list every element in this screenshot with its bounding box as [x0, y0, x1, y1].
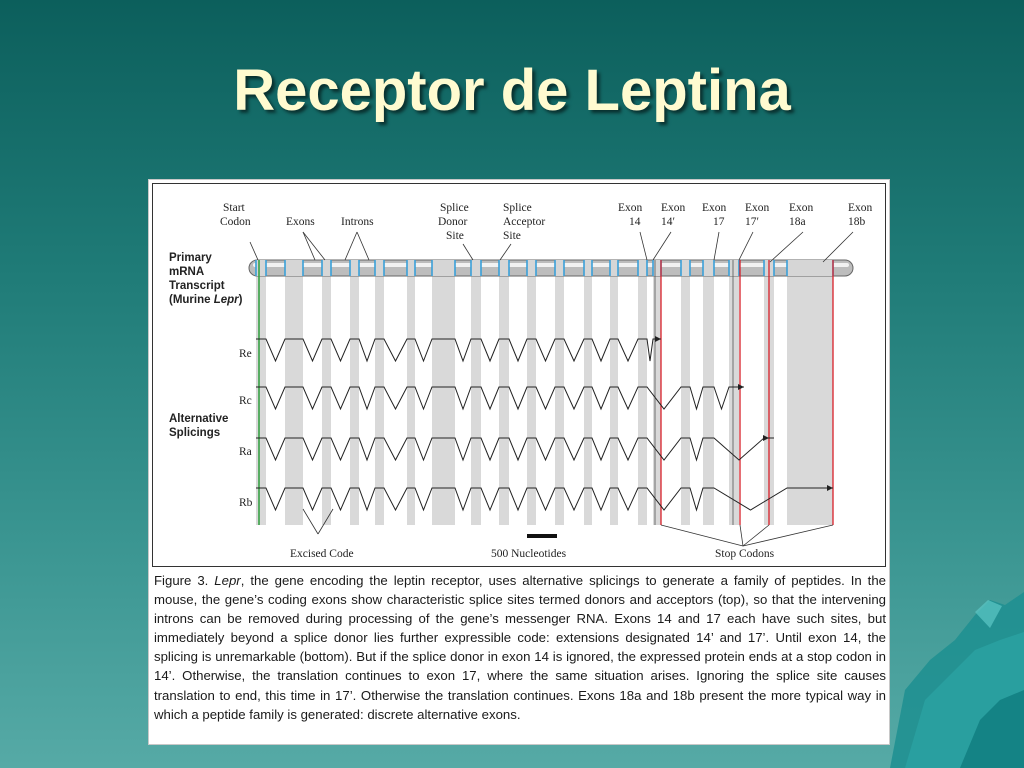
svg-text:Site: Site: [503, 230, 521, 242]
label-exon-17-prime: [745, 202, 770, 228]
svg-text:Exon: Exon: [789, 202, 814, 214]
label-exon-18b: [848, 202, 873, 228]
label-stop-codons: Stop Codons: [715, 548, 775, 560]
exon-segment: [350, 260, 359, 276]
svg-text:14′: 14′: [661, 216, 676, 228]
label-exons: Exons: [286, 216, 315, 228]
svg-text:Acceptor: Acceptor: [503, 216, 546, 228]
row-label-ra: Ra: [239, 446, 252, 458]
label-excised-code: Excised Code: [290, 548, 354, 560]
exon-segment: [584, 260, 592, 276]
svg-text:18b: 18b: [848, 216, 866, 228]
primary-transcript-bar: [249, 260, 853, 276]
caption-text: , the gene encoding the leptin receptor, uses alternative splicings to generate a family of peptides. In the mouse, the gene’s coding exons show characteristic splice sites termed donors and acceptors (top), so that the intervening introns can be removed during processing of the gene’s messenger RNA. Exons 14 and 17 each have such sites, but immediately beyond a splice donor lies further expressible code: extensions designated 14’ and 17’. Until exon 14, the splicing is unremarkable (bottom). But if the splice donor in exon 14 is ignored, the expressed protein ends at a stop codon in 14’. Otherwise, the translation continues to exon 17, where the same situation arises. Ignoring the splice site causes translation to end, this time in 17’. Otherwise the translation continues. Exons 18a and 18b present the more typical way in which a peptide family is generated: discrete alternative exons.: [154, 573, 886, 722]
svg-text:Splice: Splice: [440, 202, 469, 214]
row-label-rc: Rc: [239, 395, 252, 407]
exon-segment: [407, 260, 415, 276]
svg-text:Exon: Exon: [661, 202, 686, 214]
exon-segment: [285, 260, 303, 276]
caption-gene-name: Lepr: [214, 573, 241, 588]
label-alternative-splicings: [169, 413, 228, 439]
row-label-rb: Rb: [239, 497, 253, 509]
svg-text:Alternative: Alternative: [169, 413, 229, 425]
svg-text:18a: 18a: [789, 216, 806, 228]
label-splice-donor: [438, 202, 469, 242]
svg-text:mRNA: mRNA: [169, 266, 205, 278]
svg-text:Exon: Exon: [848, 202, 873, 214]
splicing-path-ra: [256, 438, 774, 460]
label-exon-18a: [789, 202, 814, 228]
label-pointer: [640, 232, 647, 260]
label-pointer: [463, 244, 473, 260]
label-pointer: [500, 244, 511, 260]
exon-segment: [703, 260, 714, 276]
exon-segment: [787, 260, 833, 276]
exon-segment: [555, 260, 564, 276]
svg-text:Splice: Splice: [503, 202, 532, 214]
label-pointer: [345, 232, 357, 260]
label-pointer: [303, 232, 315, 260]
exon-segment: [610, 260, 618, 276]
splicing-path-re: [256, 339, 661, 361]
label-exon-14: [618, 202, 643, 228]
svg-text:Exon: Exon: [702, 202, 727, 214]
figure-caption: [154, 571, 886, 724]
stop-arrow: [738, 384, 744, 390]
exon-segment: [729, 260, 739, 276]
label-pointer: [653, 232, 671, 260]
svg-text:14: 14: [629, 216, 641, 228]
label-pointer: [739, 232, 753, 260]
exon-segment: [432, 260, 455, 276]
svg-text:17: 17: [713, 216, 725, 228]
label-pointer: [303, 232, 325, 260]
exon-segment: [471, 260, 481, 276]
exon-segment: [322, 260, 331, 276]
splicing-diagram-canvas: [153, 184, 887, 568]
label-pointer: [250, 242, 258, 260]
label-start-codon: [220, 202, 251, 228]
label-introns: Introns: [341, 216, 374, 228]
label-primary-transcript: [169, 252, 243, 306]
svg-text:17′: 17′: [745, 216, 760, 228]
label-pointer: [770, 232, 803, 262]
transcript-highlight: [253, 263, 849, 267]
excised-pointer: [303, 509, 318, 534]
exon-segment: [681, 260, 690, 276]
caption-figure-label: Figure 3.: [154, 573, 215, 588]
svg-text:Site: Site: [446, 230, 464, 242]
exon-segment: [499, 260, 509, 276]
figure-panel: [148, 179, 890, 745]
svg-text:Transcript: Transcript: [169, 280, 225, 292]
label-pointer: [823, 232, 853, 262]
svg-text:Splicings: Splicings: [169, 427, 221, 439]
svg-text:Primary: Primary: [169, 252, 212, 264]
stop-codon-pointer: [740, 525, 743, 546]
label-pointer: [714, 232, 719, 260]
splicing-path-rb: [256, 488, 833, 510]
slide-title: Receptor de Leptina: [233, 58, 791, 123]
row-label-re: Re: [239, 348, 252, 360]
stop-codon-pointer: [661, 525, 743, 546]
exon-segment: [638, 260, 647, 276]
label-exon-17: [702, 202, 727, 228]
label-exon-14-prime: [661, 202, 686, 228]
label-pointer: [357, 232, 369, 260]
scale-bar: [527, 534, 557, 538]
splicing-diagram: [152, 183, 886, 567]
label-splice-acceptor: [503, 202, 545, 242]
exon-segment: [375, 260, 384, 276]
diagram-drawing: [249, 232, 853, 546]
exon-segment: [256, 260, 266, 276]
label-scale: 500 Nucleotides: [491, 548, 567, 560]
svg-text:Start: Start: [223, 202, 245, 214]
svg-text:Donor: Donor: [438, 216, 468, 228]
svg-text:Codon: Codon: [220, 216, 251, 228]
exon-segment: [527, 260, 536, 276]
svg-text:Exon: Exon: [618, 202, 643, 214]
exon-segment: [653, 260, 661, 276]
svg-text:(Murine Lepr): (Murine Lepr): [169, 294, 243, 306]
exon-column: [729, 276, 739, 525]
svg-text:Exon: Exon: [745, 202, 770, 214]
